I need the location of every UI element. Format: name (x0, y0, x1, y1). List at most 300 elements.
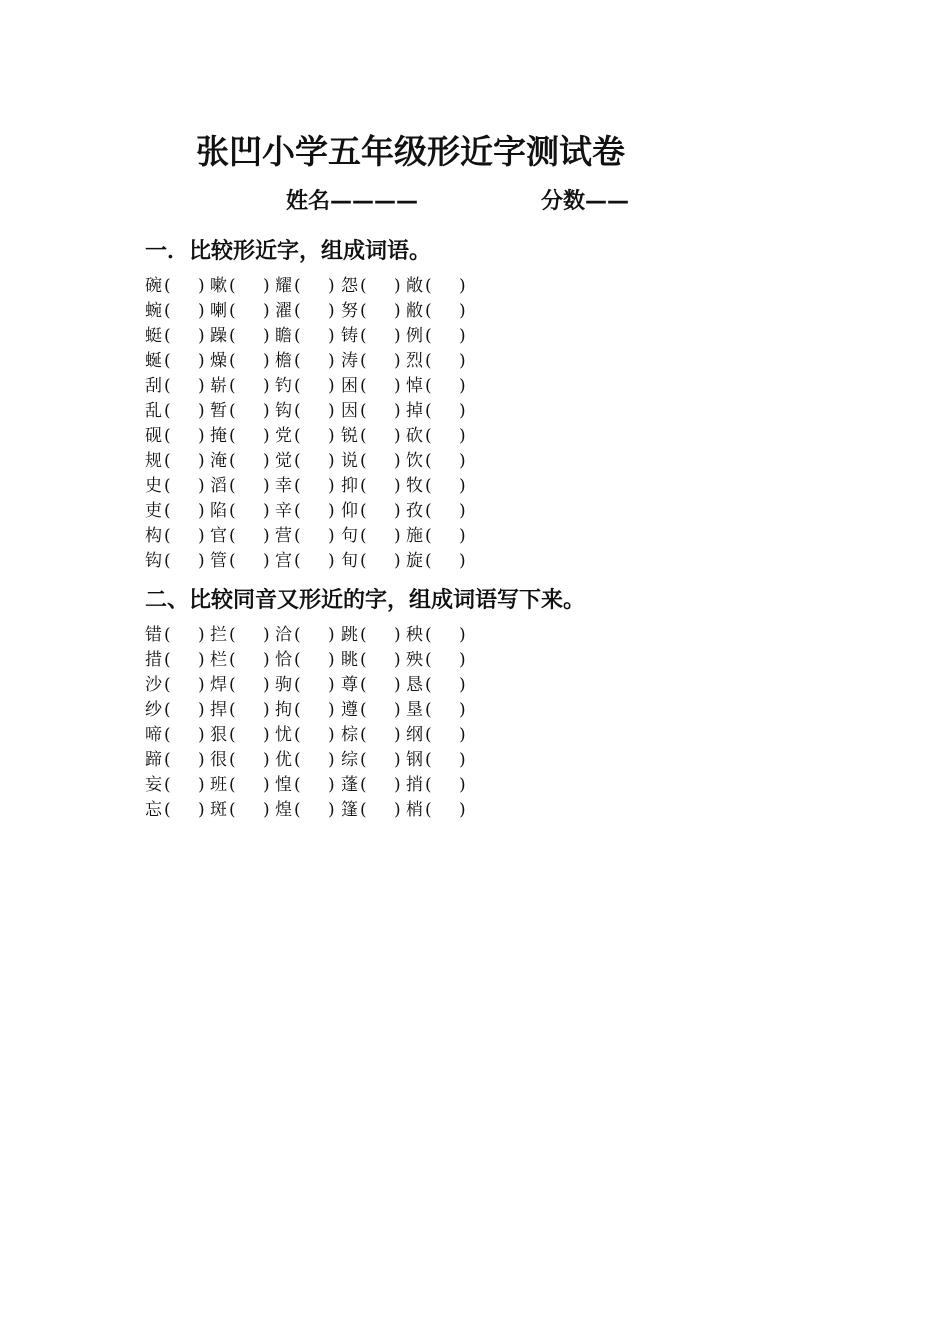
blank-open-paren: ( (294, 476, 301, 496)
blank-close-paren: ) (394, 700, 401, 720)
word-entry[interactable] (275, 499, 335, 524)
character: 错 (145, 625, 162, 645)
blank-open-paren: ( (294, 750, 301, 770)
character: 栏 (210, 650, 227, 670)
word-entry[interactable] (210, 274, 270, 299)
word-entry[interactable] (145, 673, 205, 698)
blank-open-paren: ( (294, 551, 301, 571)
word-entry[interactable] (275, 673, 335, 698)
character: 跳 (341, 625, 358, 645)
blank-open-paren: ( (360, 326, 367, 346)
word-entry[interactable] (275, 549, 335, 574)
word-entry[interactable] (145, 524, 205, 549)
blank-close-paren: ) (328, 376, 335, 396)
word-entry[interactable] (210, 773, 270, 798)
blank-open-paren: ( (294, 775, 301, 795)
word-entry[interactable] (210, 549, 270, 574)
blank-open-paren: ( (425, 551, 432, 571)
character: 棕 (341, 725, 358, 745)
character: 拘 (275, 700, 292, 720)
word-entry[interactable] (406, 424, 466, 449)
blank-close-paren: ) (394, 775, 401, 795)
character: 忘 (145, 800, 162, 820)
blank-close-paren: ) (328, 675, 335, 695)
blank-close-paren: ) (263, 501, 270, 521)
blank-close-paren: ) (328, 725, 335, 745)
character: 掉 (406, 401, 423, 421)
word-entry[interactable] (145, 648, 205, 673)
character: 遵 (341, 700, 358, 720)
blank-open-paren: ( (229, 700, 236, 720)
blank-open-paren: ( (425, 501, 432, 521)
word-entry[interactable] (275, 723, 335, 748)
blank-close-paren: ) (328, 625, 335, 645)
blank-open-paren: ( (425, 650, 432, 670)
blank-close-paren: ) (459, 426, 466, 446)
blank-open-paren: ( (294, 451, 301, 471)
character: 敝 (406, 301, 423, 321)
character: 施 (406, 526, 423, 546)
blank-open-paren: ( (360, 401, 367, 421)
character: 官 (210, 526, 227, 546)
word-entry[interactable] (406, 399, 466, 424)
blank-close-paren: ) (459, 476, 466, 496)
character: 说 (341, 451, 358, 471)
blank-close-paren: ) (198, 476, 205, 496)
character: 捍 (210, 700, 227, 720)
blank-close-paren: ) (198, 625, 205, 645)
character: 垦 (406, 700, 423, 720)
word-entry[interactable] (406, 449, 466, 474)
word-entry[interactable] (210, 424, 270, 449)
word-entry[interactable] (341, 623, 401, 648)
word-entry[interactable] (406, 648, 466, 673)
blank-open-paren: ( (425, 451, 432, 471)
word-entry[interactable] (341, 424, 401, 449)
blank-open-paren: ( (229, 401, 236, 421)
character: 幸 (275, 476, 292, 496)
word-entry[interactable] (210, 399, 270, 424)
character: 眺 (341, 650, 358, 670)
blank-close-paren: ) (394, 650, 401, 670)
word-entry[interactable] (275, 349, 335, 374)
word-entry[interactable] (275, 623, 335, 648)
word-entry[interactable] (275, 748, 335, 773)
blank-open-paren: ( (425, 301, 432, 321)
character: 蜿 (145, 301, 162, 321)
character: 沙 (145, 675, 162, 695)
word-entry[interactable] (341, 698, 401, 723)
blank-close-paren: ) (198, 700, 205, 720)
word-entry[interactable] (145, 698, 205, 723)
word-entry[interactable] (275, 324, 335, 349)
blank-close-paren: ) (198, 675, 205, 695)
word-entry[interactable] (341, 299, 401, 324)
word-entry[interactable] (341, 374, 401, 399)
word-entry[interactable] (145, 798, 205, 823)
word-entry[interactable] (210, 524, 270, 549)
blank-close-paren: ) (263, 650, 270, 670)
blank-close-paren: ) (328, 800, 335, 820)
character: 牧 (406, 476, 423, 496)
section-1-heading: 一．比较形近字，组成词语。 (145, 239, 432, 264)
character: 掩 (210, 426, 227, 446)
blank-open-paren: ( (229, 426, 236, 446)
blank-open-paren: ( (360, 775, 367, 795)
word-entry[interactable] (210, 673, 270, 698)
character: 宫 (275, 551, 292, 571)
blank-open-paren: ( (164, 326, 171, 346)
character: 砍 (406, 426, 423, 446)
word-entry[interactable] (145, 474, 205, 499)
word-entry[interactable] (341, 798, 401, 823)
character: 尊 (341, 675, 358, 695)
blank-close-paren: ) (198, 526, 205, 546)
word-entry[interactable] (341, 449, 401, 474)
blank-open-paren: ( (425, 800, 432, 820)
blank-close-paren: ) (394, 451, 401, 471)
blank-open-paren: ( (425, 276, 432, 296)
character: 檐 (275, 351, 292, 371)
blank-close-paren: ) (263, 526, 270, 546)
blank-open-paren: ( (229, 675, 236, 695)
word-entry[interactable] (341, 773, 401, 798)
word-entry[interactable] (406, 748, 466, 773)
word-entry[interactable] (406, 798, 466, 823)
blank-close-paren: ) (263, 725, 270, 745)
blank-open-paren: ( (164, 501, 171, 521)
blank-open-paren: ( (229, 351, 236, 371)
blank-close-paren: ) (459, 775, 466, 795)
word-entry[interactable] (210, 723, 270, 748)
character: 崭 (210, 376, 227, 396)
word-entry[interactable] (145, 274, 205, 299)
blank-open-paren: ( (229, 750, 236, 770)
word-entry[interactable] (406, 524, 466, 549)
word-entry[interactable] (275, 698, 335, 723)
blank-open-paren: ( (229, 376, 236, 396)
blank-close-paren: ) (459, 376, 466, 396)
blank-close-paren: ) (328, 750, 335, 770)
blank-close-paren: ) (459, 351, 466, 371)
blank-close-paren: ) (198, 326, 205, 346)
blank-open-paren: ( (164, 376, 171, 396)
blank-open-paren: ( (425, 675, 432, 695)
blank-open-paren: ( (164, 426, 171, 446)
character: 困 (341, 376, 358, 396)
word-entry[interactable] (145, 723, 205, 748)
blank-open-paren: ( (360, 700, 367, 720)
word-entry[interactable] (275, 524, 335, 549)
blank-open-paren: ( (294, 526, 301, 546)
character: 耀 (275, 276, 292, 296)
word-entry[interactable] (406, 698, 466, 723)
blank-close-paren: ) (459, 551, 466, 571)
blank-open-paren: ( (360, 551, 367, 571)
word-entry[interactable] (210, 499, 270, 524)
blank-open-paren: ( (360, 625, 367, 645)
blank-open-paren: ( (425, 401, 432, 421)
blank-close-paren: ) (198, 650, 205, 670)
word-entry[interactable] (145, 623, 205, 648)
word-entry[interactable] (341, 648, 401, 673)
word-entry[interactable] (210, 798, 270, 823)
blank-close-paren: ) (198, 276, 205, 296)
character: 涛 (341, 351, 358, 371)
character: 班 (210, 775, 227, 795)
blank-close-paren: ) (198, 376, 205, 396)
blank-open-paren: ( (294, 426, 301, 446)
blank-close-paren: ) (263, 551, 270, 571)
blank-open-paren: ( (294, 326, 301, 346)
word-entry[interactable] (406, 723, 466, 748)
word-entry[interactable] (145, 499, 205, 524)
character: 钩 (275, 401, 292, 421)
word-entry[interactable] (341, 349, 401, 374)
blank-open-paren: ( (425, 351, 432, 371)
blank-open-paren: ( (425, 625, 432, 645)
word-entry[interactable] (406, 349, 466, 374)
blank-open-paren: ( (294, 650, 301, 670)
blank-open-paren: ( (294, 351, 301, 371)
character: 滔 (210, 476, 227, 496)
word-entry[interactable] (341, 524, 401, 549)
blank-close-paren: ) (263, 700, 270, 720)
character: 蓬 (341, 775, 358, 795)
word-entry[interactable] (406, 673, 466, 698)
word-entry[interactable] (275, 424, 335, 449)
word-entry[interactable] (341, 274, 401, 299)
blank-close-paren: ) (459, 451, 466, 471)
character: 刮 (145, 376, 162, 396)
character: 妄 (145, 775, 162, 795)
blank-close-paren: ) (198, 501, 205, 521)
character: 嗽 (210, 276, 227, 296)
blank-open-paren: ( (425, 750, 432, 770)
character: 陷 (210, 501, 227, 521)
character: 煌 (275, 800, 292, 820)
word-entry[interactable] (145, 773, 205, 798)
word-entry[interactable] (210, 449, 270, 474)
word-entry[interactable] (406, 474, 466, 499)
word-entry[interactable] (210, 299, 270, 324)
blank-open-paren: ( (360, 276, 367, 296)
word-entry[interactable] (275, 399, 335, 424)
blank-open-paren: ( (229, 501, 236, 521)
word-entry[interactable] (406, 299, 466, 324)
blank-open-paren: ( (294, 800, 301, 820)
blank-open-paren: ( (425, 725, 432, 745)
blank-close-paren: ) (394, 725, 401, 745)
character: 喇 (210, 301, 227, 321)
blank-open-paren: ( (229, 326, 236, 346)
character: 敞 (406, 276, 423, 296)
blank-open-paren: ( (360, 351, 367, 371)
word-entry[interactable] (341, 499, 401, 524)
word-entry[interactable] (406, 773, 466, 798)
blank-open-paren: ( (360, 451, 367, 471)
word-entry[interactable] (145, 399, 205, 424)
score-field[interactable]: 分数—— (541, 189, 630, 214)
word-entry[interactable] (210, 324, 270, 349)
character: 洽 (275, 625, 292, 645)
word-entry[interactable] (145, 374, 205, 399)
character: 综 (341, 750, 358, 770)
word-entry[interactable] (341, 723, 401, 748)
blank-close-paren: ) (328, 451, 335, 471)
blank-open-paren: ( (360, 725, 367, 745)
word-entry[interactable] (341, 673, 401, 698)
character: 优 (275, 750, 292, 770)
blank-close-paren: ) (394, 401, 401, 421)
blank-close-paren: ) (328, 551, 335, 571)
blank-open-paren: ( (229, 551, 236, 571)
character: 狠 (210, 725, 227, 745)
blank-open-paren: ( (425, 376, 432, 396)
blank-open-paren: ( (229, 301, 236, 321)
blank-open-paren: ( (294, 376, 301, 396)
blank-close-paren: ) (394, 476, 401, 496)
blank-open-paren: ( (360, 800, 367, 820)
blank-close-paren: ) (459, 526, 466, 546)
character: 蜓 (145, 326, 162, 346)
character: 孜 (406, 501, 423, 521)
blank-close-paren: ) (328, 775, 335, 795)
character: 很 (210, 750, 227, 770)
character: 辛 (275, 501, 292, 521)
blank-close-paren: ) (394, 351, 401, 371)
blank-open-paren: ( (294, 700, 301, 720)
word-entry[interactable] (145, 349, 205, 374)
blank-close-paren: ) (394, 276, 401, 296)
word-entry[interactable] (210, 698, 270, 723)
word-entry[interactable] (275, 474, 335, 499)
blank-close-paren: ) (394, 625, 401, 645)
word-entry[interactable] (145, 324, 205, 349)
word-entry[interactable] (210, 474, 270, 499)
blank-open-paren: ( (360, 750, 367, 770)
word-entry[interactable] (210, 648, 270, 673)
word-entry[interactable] (406, 374, 466, 399)
character: 例 (406, 326, 423, 346)
word-entry[interactable] (275, 274, 335, 299)
blank-open-paren: ( (360, 376, 367, 396)
blank-open-paren: ( (229, 276, 236, 296)
blank-close-paren: ) (328, 401, 335, 421)
character: 恳 (406, 675, 423, 695)
blank-close-paren: ) (394, 426, 401, 446)
word-entry[interactable] (145, 549, 205, 574)
word-entry[interactable] (341, 324, 401, 349)
blank-close-paren: ) (394, 750, 401, 770)
word-entry[interactable] (406, 549, 466, 574)
blank-close-paren: ) (263, 351, 270, 371)
blank-open-paren: ( (229, 725, 236, 745)
blank-close-paren: ) (263, 451, 270, 471)
blank-open-paren: ( (425, 326, 432, 346)
character: 钢 (406, 750, 423, 770)
blank-close-paren: ) (263, 775, 270, 795)
page-title: 张凹小学五年级形近字测试卷 (196, 132, 625, 171)
blank-close-paren: ) (459, 401, 466, 421)
blank-close-paren: ) (328, 351, 335, 371)
character: 觉 (275, 451, 292, 471)
blank-open-paren: ( (360, 526, 367, 546)
word-entry[interactable] (406, 499, 466, 524)
character: 捎 (406, 775, 423, 795)
word-entry[interactable] (406, 623, 466, 648)
character: 旬 (341, 551, 358, 571)
word-entry[interactable] (210, 623, 270, 648)
word-entry[interactable] (145, 299, 205, 324)
blank-close-paren: ) (394, 501, 401, 521)
word-entry[interactable] (275, 374, 335, 399)
character: 乱 (145, 401, 162, 421)
character: 旋 (406, 551, 423, 571)
character: 吏 (145, 501, 162, 521)
blank-close-paren: ) (459, 750, 466, 770)
blank-open-paren: ( (229, 625, 236, 645)
word-entry[interactable] (145, 424, 205, 449)
word-entry[interactable] (341, 474, 401, 499)
blank-open-paren: ( (294, 675, 301, 695)
blank-close-paren: ) (263, 625, 270, 645)
blank-close-paren: ) (198, 551, 205, 571)
blank-open-paren: ( (164, 625, 171, 645)
word-entry[interactable] (145, 748, 205, 773)
word-entry[interactable] (210, 349, 270, 374)
word-entry[interactable] (275, 449, 335, 474)
word-entry[interactable] (275, 798, 335, 823)
character: 惶 (275, 775, 292, 795)
character: 纱 (145, 700, 162, 720)
character: 纲 (406, 725, 423, 745)
name-field[interactable]: 姓名———— (286, 189, 419, 214)
blank-close-paren: ) (394, 301, 401, 321)
word-entry[interactable] (275, 773, 335, 798)
blank-close-paren: ) (263, 476, 270, 496)
word-entry[interactable] (341, 748, 401, 773)
blank-close-paren: ) (459, 501, 466, 521)
blank-open-paren: ( (360, 301, 367, 321)
character: 仰 (341, 501, 358, 521)
blank-close-paren: ) (263, 376, 270, 396)
character: 篷 (341, 800, 358, 820)
word-entry[interactable] (210, 748, 270, 773)
word-entry[interactable] (406, 274, 466, 299)
word-entry[interactable] (145, 449, 205, 474)
blank-open-paren: ( (164, 675, 171, 695)
blank-close-paren: ) (198, 401, 205, 421)
blank-open-paren: ( (229, 775, 236, 795)
word-entry[interactable] (210, 374, 270, 399)
word-entry[interactable] (341, 399, 401, 424)
word-entry[interactable] (341, 549, 401, 574)
blank-close-paren: ) (328, 326, 335, 346)
blank-close-paren: ) (459, 625, 466, 645)
word-entry[interactable] (275, 299, 335, 324)
character: 饮 (406, 451, 423, 471)
blank-open-paren: ( (164, 301, 171, 321)
character: 因 (341, 401, 358, 421)
word-entry[interactable] (275, 648, 335, 673)
blank-close-paren: ) (394, 376, 401, 396)
blank-open-paren: ( (164, 750, 171, 770)
word-entry[interactable] (406, 324, 466, 349)
blank-open-paren: ( (164, 700, 171, 720)
blank-close-paren: ) (394, 800, 401, 820)
blank-open-paren: ( (229, 800, 236, 820)
